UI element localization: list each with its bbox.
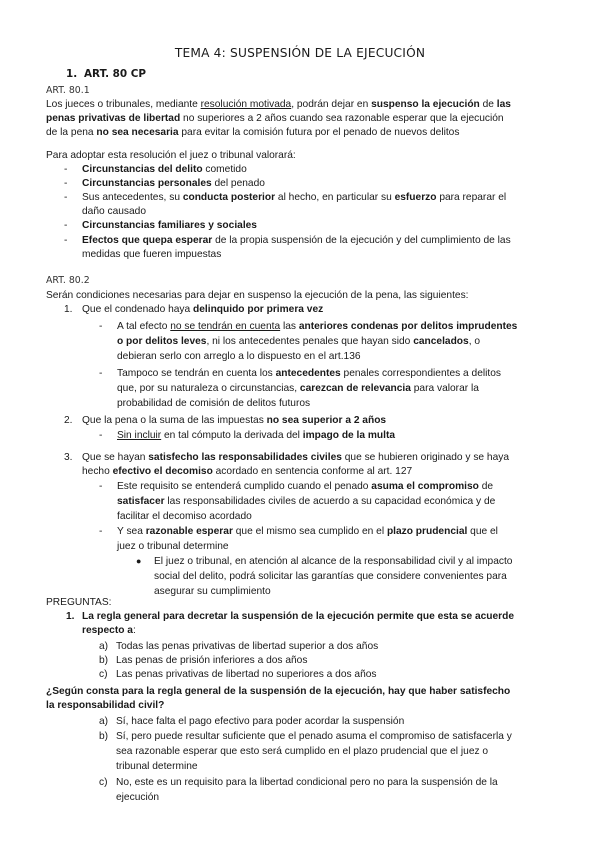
text-bold: las (496, 99, 511, 110)
list-item (82, 177, 265, 191)
sub-item-continuation (117, 335, 480, 349)
page-title: TEMA 4: SUSPENSIÓN DE LA EJECUCIÓN (174, 46, 426, 60)
text-bold: antecedentes (275, 368, 341, 379)
questions-heading: PREGUNTAS: (46, 597, 112, 608)
text-bold: satisfacer (117, 496, 165, 507)
text-bold: razonable esperar (145, 526, 233, 537)
sub-item (117, 367, 501, 381)
option-text: Sí, pero puede resultar suficiente que el penado asuma el compromiso de satisfacerla y (116, 731, 512, 742)
sub-item-continuation: probabilidad de comisión de delitos futuros (117, 398, 311, 409)
dash-bullet: - (99, 481, 103, 492)
sub-item (117, 525, 498, 539)
text-bold: anteriores condenas por delitos imprudentes (298, 321, 518, 332)
option-text-continuation: tribunal determine (116, 761, 198, 772)
text: de (481, 481, 494, 492)
text-bold: esfuerzo (394, 192, 437, 203)
dash-bullet: - (64, 235, 68, 246)
sub-item (117, 429, 395, 443)
text: Que se hayan (82, 452, 149, 463)
text: Que la pena o la suma de las impuestas (82, 415, 267, 426)
question-text-continuation: la responsabilidad civil? (46, 700, 165, 711)
paragraph-line (46, 112, 504, 126)
text: que el (467, 526, 498, 537)
option-text: Las penas de prisión inferiores a dos años (116, 655, 308, 666)
option-text: Las penas privativas de libertad no superiores a dos años (116, 669, 377, 680)
dash-bullet: - (64, 220, 68, 231)
text: que se hubieren originado y se haya (341, 452, 510, 463)
sub-item-continuation: facilitar el decomiso acordado (117, 511, 252, 522)
text: Los jueces o tribunales, mediante (46, 99, 201, 110)
text: Y sea (117, 526, 146, 537)
text-bold: Circunstancias del delito (82, 164, 203, 175)
list-item-continuation: medidas que fueren impuestas (82, 249, 222, 260)
question-number: 1. (66, 611, 75, 622)
list-item (82, 163, 247, 177)
text-bold: conducta posterior (182, 192, 276, 203)
text-bold: satisfecho las responsabilidades civiles (148, 452, 342, 463)
condition-item (82, 451, 509, 465)
text-bold: plazo prudencial (386, 526, 468, 537)
question-text: La regla general para decretar la suspensión de la ejecución permite que esta se acuerde (82, 611, 515, 622)
nested-item: El juez o tribunal, en atención al alcance de la responsabilidad civil y al impacto (154, 556, 513, 567)
condition-item-continuation (82, 465, 412, 479)
text: penales correspondientes a delitos (340, 368, 501, 379)
list-item (82, 234, 511, 248)
text: acordado en sentencia conforme al art. 127 (212, 466, 413, 477)
text: que el mismo sea cumplido en el (232, 526, 387, 537)
text-bold: carezcan de relevancia (299, 383, 411, 394)
text-bold: cancelados (413, 336, 469, 347)
sub-item-continuation: juez o tribunal determine (117, 541, 229, 552)
condition-item (82, 303, 323, 317)
option-text-continuation: sea razonable esperar que esto será cumplido en el plazo prudencial que el juez o (116, 746, 489, 757)
sub-item-continuation: debieran serlo con arreglo a lo dispuesto en el art.136 (117, 351, 361, 362)
text-underlined: resolución motivada (200, 99, 292, 110)
dash-bullet: - (99, 526, 103, 537)
section-label: ART. 80 CP (84, 68, 146, 80)
question-text: ¿Según consta para la regla general de la suspensión de la ejecución, hay que haber satisfecho (46, 686, 511, 697)
text-bold: Circunstancias familiares y sociales (82, 220, 257, 231)
option-text-continuation: ejecución (116, 792, 160, 803)
text: hecho (82, 466, 113, 477)
text: , ni los antecedentes penales que hayan sido (206, 336, 414, 347)
nested-item-continuation: asegurar su cumplimiento (154, 586, 271, 597)
ordered-number: 3. (64, 452, 73, 463)
option-text: Sí, hace falta el pago efectivo para poder acordar la suspensión (116, 716, 405, 727)
option-letter: b) (99, 655, 109, 666)
paragraph: Serán condiciones necesarias para dejar en suspenso la ejecución de la pena, las siguientes: (46, 290, 469, 301)
text: Que el condenado haya (82, 304, 194, 315)
text-bold: suspenso la ejecución (371, 99, 480, 110)
text: al hecho, en particular su (275, 192, 395, 203)
text-bold: no sea superior a 2 años (266, 415, 387, 426)
dash-bullet: - (64, 164, 68, 175)
text: para valorar la (410, 383, 479, 394)
text-bold: no sea necesaria (96, 127, 179, 138)
list-item-continuation: daño causado (82, 206, 147, 217)
option-letter: a) (99, 716, 109, 727)
option-letter: b) (99, 731, 109, 742)
option-text: No, este es un requisito para la libertad condicional pero no para la suspensión de la (116, 777, 498, 788)
text-bold: asuma el compromiso (371, 481, 479, 492)
text: Tampoco se tendrán en cuenta los (117, 368, 276, 379)
round-bullet: ● (136, 556, 142, 566)
text-bold: penas privativas de libertad (46, 113, 181, 124)
paragraph-line (46, 98, 511, 112)
text-bold: Circunstancias personales (82, 178, 212, 189)
paragraph-line (46, 126, 459, 140)
text-bold: Efectos que quepa esperar (82, 235, 213, 246)
section-heading (66, 68, 146, 82)
option-letter: a) (99, 641, 109, 652)
text: en tal cómputo la derivada del (161, 430, 303, 441)
condition-item (82, 414, 386, 428)
text: del penado (211, 178, 265, 189)
list-item (82, 191, 506, 205)
text-bold: o por delitos leves (117, 336, 207, 347)
dash-bullet: - (99, 368, 103, 379)
paragraph: Para adoptar esta resolución el juez o tribunal valorará: (46, 150, 296, 161)
option-letter: c) (99, 669, 108, 680)
section-number: 1. (66, 68, 78, 80)
sub-item (117, 320, 517, 334)
text: A tal efecto (117, 321, 171, 332)
text: , podrán dejar en (291, 99, 372, 110)
text-bold: delinquido por primera vez (193, 304, 324, 315)
text: : (132, 625, 136, 636)
text-bold: impago de la multa (302, 430, 396, 441)
text: no superiores a 2 años cuando sea razonable esperar que la ejecución (180, 113, 504, 124)
sub-item-continuation (117, 382, 479, 396)
option-text: Todas las penas privativas de libertad superior a dos años (116, 641, 379, 652)
text: las responsabilidades civiles de acuerdo a su capacidad económica y de (164, 496, 496, 507)
dash-bullet: - (99, 430, 103, 441)
dash-bullet: - (64, 178, 68, 189)
sub-item-continuation (117, 495, 495, 509)
ordered-number: 1. (64, 304, 73, 315)
text-bold: efectivo el decomiso (112, 466, 213, 477)
text-bold: respecto a (82, 625, 133, 636)
ordered-number: 2. (64, 415, 73, 426)
text: , o (468, 336, 481, 347)
text: para evitar la comisión futura por el penado de nuevos delitos (178, 127, 460, 138)
dash-bullet: - (64, 192, 68, 203)
text: cometido (202, 164, 247, 175)
article-label-80-2: ART. 80.2 (46, 275, 90, 286)
nested-item-continuation: social del delito, podrá solicitar las garantías que considere convenientes para (154, 571, 507, 582)
text: de la propia suspensión de la ejecución y del cumplimiento de las (212, 235, 511, 246)
text: de la pena (46, 127, 97, 138)
text: las (280, 321, 299, 332)
sub-item (117, 480, 493, 494)
text: Este requisito se entenderá cumplido cuando el penado (117, 481, 372, 492)
text-underlined: Sin incluir (117, 430, 162, 441)
text: que, por su naturaleza o circunstancias, (117, 383, 300, 394)
text: para reparar el (436, 192, 507, 203)
text: Sus antecedentes, su (82, 192, 183, 203)
article-label-80-1: ART. 80.1 (46, 85, 90, 96)
list-item (82, 219, 257, 233)
question-text-continuation (82, 624, 136, 638)
dash-bullet: - (99, 321, 103, 332)
text-underlined: no se tendrán en cuenta (170, 321, 281, 332)
option-letter: c) (99, 777, 108, 788)
text: de (479, 99, 497, 110)
